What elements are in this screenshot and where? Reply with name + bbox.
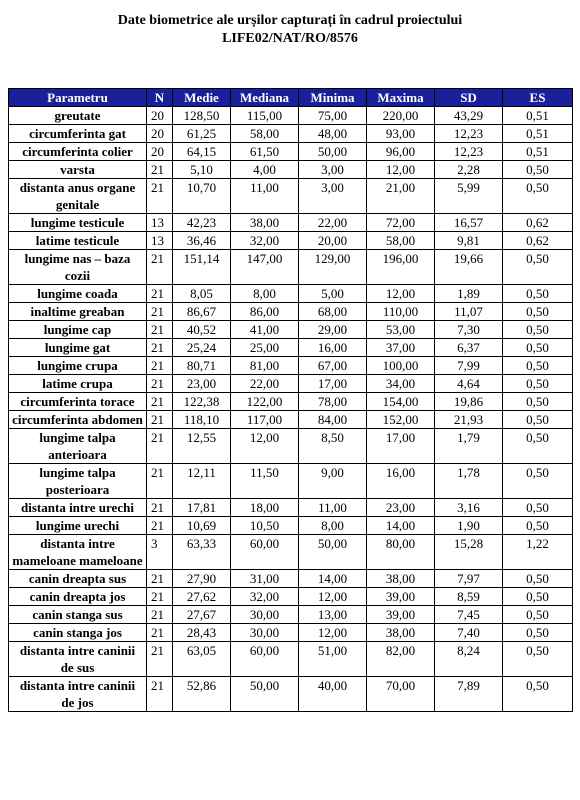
cell-n: 21 — [147, 179, 173, 214]
cell-es: 0,50 — [503, 464, 573, 499]
cell-sd: 12,23 — [435, 125, 503, 143]
cell-medie: 10,69 — [173, 517, 231, 535]
cell-mediana: 30,00 — [231, 624, 299, 642]
header-es: ES — [503, 89, 573, 107]
cell-es: 0,50 — [503, 285, 573, 303]
cell-sd: 5,99 — [435, 179, 503, 214]
cell-medie: 64,15 — [173, 143, 231, 161]
table-row — [9, 411, 573, 429]
cell-maxima: 23,00 — [367, 499, 435, 517]
cell-maxima: 12,00 — [367, 161, 435, 179]
table-row — [9, 677, 573, 712]
cell-maxima: 152,00 — [367, 411, 435, 429]
cell-medie: 17,81 — [173, 499, 231, 517]
cell-medie: 5,10 — [173, 161, 231, 179]
cell-es: 0,50 — [503, 393, 573, 411]
cell-mediana: 22,00 — [231, 375, 299, 393]
cell-maxima: 38,00 — [367, 624, 435, 642]
cell-es: 0,50 — [503, 624, 573, 642]
cell-maxima: 72,00 — [367, 214, 435, 232]
cell-minima: 51,00 — [299, 642, 367, 677]
cell-mediana: 147,00 — [231, 250, 299, 285]
cell-mediana: 115,00 — [231, 107, 299, 125]
cell-mediana: 4,00 — [231, 161, 299, 179]
cell-parametru: canin dreapta sus — [9, 570, 147, 588]
cell-sd: 1,89 — [435, 285, 503, 303]
cell-parametru: lungime urechi — [9, 517, 147, 535]
cell-n: 13 — [147, 232, 173, 250]
cell-maxima: 82,00 — [367, 642, 435, 677]
cell-es: 0,50 — [503, 339, 573, 357]
cell-es: 0,50 — [503, 517, 573, 535]
cell-minima: 14,00 — [299, 570, 367, 588]
cell-n: 20 — [147, 143, 173, 161]
cell-parametru: lungime cap — [9, 321, 147, 339]
cell-medie: 128,50 — [173, 107, 231, 125]
cell-medie: 40,52 — [173, 321, 231, 339]
cell-minima: 50,00 — [299, 143, 367, 161]
cell-es: 0,50 — [503, 303, 573, 321]
header-maxima: Maxima — [367, 89, 435, 107]
cell-es: 0,51 — [503, 107, 573, 125]
cell-n: 21 — [147, 250, 173, 285]
cell-n: 21 — [147, 677, 173, 712]
cell-n: 21 — [147, 499, 173, 517]
cell-parametru: canin stanga sus — [9, 606, 147, 624]
cell-maxima: 58,00 — [367, 232, 435, 250]
cell-n: 20 — [147, 107, 173, 125]
table-row — [9, 517, 573, 535]
cell-maxima: 93,00 — [367, 125, 435, 143]
cell-sd: 7,97 — [435, 570, 503, 588]
cell-minima: 12,00 — [299, 588, 367, 606]
cell-medie: 86,67 — [173, 303, 231, 321]
cell-parametru: circumferinta abdomen — [9, 411, 147, 429]
cell-mediana: 86,00 — [231, 303, 299, 321]
cell-maxima: 39,00 — [367, 588, 435, 606]
cell-medie: 122,38 — [173, 393, 231, 411]
table-row — [9, 303, 573, 321]
cell-mediana: 38,00 — [231, 214, 299, 232]
cell-mediana: 81,00 — [231, 357, 299, 375]
cell-medie: 25,24 — [173, 339, 231, 357]
cell-sd: 8,59 — [435, 588, 503, 606]
cell-sd: 7,30 — [435, 321, 503, 339]
cell-sd: 1,90 — [435, 517, 503, 535]
table-row — [9, 321, 573, 339]
cell-mediana: 60,00 — [231, 642, 299, 677]
cell-es: 0,50 — [503, 321, 573, 339]
cell-n: 21 — [147, 285, 173, 303]
cell-minima: 50,00 — [299, 535, 367, 570]
cell-minima: 84,00 — [299, 411, 367, 429]
cell-mediana: 25,00 — [231, 339, 299, 357]
cell-sd: 16,57 — [435, 214, 503, 232]
cell-medie: 61,25 — [173, 125, 231, 143]
cell-es: 0,50 — [503, 588, 573, 606]
cell-maxima: 100,00 — [367, 357, 435, 375]
cell-parametru: lungime gat — [9, 339, 147, 357]
cell-maxima: 154,00 — [367, 393, 435, 411]
cell-sd: 19,66 — [435, 250, 503, 285]
cell-medie: 151,14 — [173, 250, 231, 285]
header-sd: SD — [435, 89, 503, 107]
cell-minima: 13,00 — [299, 606, 367, 624]
cell-es: 0,50 — [503, 179, 573, 214]
cell-minima: 3,00 — [299, 179, 367, 214]
cell-mediana: 11,00 — [231, 179, 299, 214]
table-row — [9, 143, 573, 161]
header-minima: Minima — [299, 89, 367, 107]
cell-mediana: 32,00 — [231, 588, 299, 606]
table-row — [9, 357, 573, 375]
cell-mediana: 18,00 — [231, 499, 299, 517]
cell-mediana: 61,50 — [231, 143, 299, 161]
cell-minima: 9,00 — [299, 464, 367, 499]
cell-minima: 20,00 — [299, 232, 367, 250]
cell-parametru: circumferinta torace — [9, 393, 147, 411]
cell-parametru: lungime crupa — [9, 357, 147, 375]
header-parametru: Parametru — [9, 89, 147, 107]
cell-n: 21 — [147, 624, 173, 642]
table-row — [9, 214, 573, 232]
cell-maxima: 16,00 — [367, 464, 435, 499]
cell-n: 20 — [147, 125, 173, 143]
cell-medie: 80,71 — [173, 357, 231, 375]
cell-es: 0,50 — [503, 161, 573, 179]
cell-medie: 36,46 — [173, 232, 231, 250]
cell-maxima: 220,00 — [367, 107, 435, 125]
table-row — [9, 588, 573, 606]
table-row — [9, 125, 573, 143]
cell-minima: 11,00 — [299, 499, 367, 517]
cell-es: 0,50 — [503, 411, 573, 429]
cell-maxima: 37,00 — [367, 339, 435, 357]
table-row — [9, 499, 573, 517]
cell-n: 21 — [147, 642, 173, 677]
cell-sd: 7,99 — [435, 357, 503, 375]
cell-parametru: distanta intre mameloane mameloane — [9, 535, 147, 570]
cell-n: 3 — [147, 535, 173, 570]
table-row — [9, 285, 573, 303]
cell-es: 0,50 — [503, 677, 573, 712]
cell-maxima: 39,00 — [367, 606, 435, 624]
cell-minima: 75,00 — [299, 107, 367, 125]
cell-minima: 12,00 — [299, 624, 367, 642]
table-row — [9, 642, 573, 677]
cell-mediana: 32,00 — [231, 232, 299, 250]
cell-parametru: lungime talpa anterioara — [9, 429, 147, 464]
cell-parametru: distanta intre urechi — [9, 499, 147, 517]
cell-n: 21 — [147, 464, 173, 499]
cell-maxima: 196,00 — [367, 250, 435, 285]
cell-n: 21 — [147, 570, 173, 588]
cell-maxima: 17,00 — [367, 429, 435, 464]
cell-minima: 17,00 — [299, 375, 367, 393]
cell-minima: 48,00 — [299, 125, 367, 143]
cell-n: 13 — [147, 214, 173, 232]
cell-minima: 67,00 — [299, 357, 367, 375]
cell-es: 0,51 — [503, 125, 573, 143]
cell-maxima: 14,00 — [367, 517, 435, 535]
cell-parametru: greutate — [9, 107, 147, 125]
cell-parametru: inaltime greaban — [9, 303, 147, 321]
cell-parametru: canin dreapta jos — [9, 588, 147, 606]
cell-sd: 7,89 — [435, 677, 503, 712]
cell-medie: 63,33 — [173, 535, 231, 570]
cell-minima: 8,50 — [299, 429, 367, 464]
header-mediana: Mediana — [231, 89, 299, 107]
cell-es: 0,62 — [503, 232, 573, 250]
cell-n: 21 — [147, 303, 173, 321]
cell-n: 21 — [147, 161, 173, 179]
cell-medie: 28,43 — [173, 624, 231, 642]
cell-parametru: lungime nas – baza cozii — [9, 250, 147, 285]
header-medie: Medie — [173, 89, 231, 107]
cell-minima: 68,00 — [299, 303, 367, 321]
cell-n: 21 — [147, 375, 173, 393]
cell-maxima: 12,00 — [367, 285, 435, 303]
cell-minima: 129,00 — [299, 250, 367, 285]
table-row — [9, 250, 573, 285]
table-header-row — [9, 89, 573, 107]
cell-mediana: 122,00 — [231, 393, 299, 411]
cell-parametru: distanta anus organe genitale — [9, 179, 147, 214]
cell-mediana: 60,00 — [231, 535, 299, 570]
table-row — [9, 464, 573, 499]
cell-mediana: 12,00 — [231, 429, 299, 464]
cell-parametru: latime testicule — [9, 232, 147, 250]
cell-minima: 78,00 — [299, 393, 367, 411]
cell-parametru: lungime coada — [9, 285, 147, 303]
cell-parametru: circumferinta colier — [9, 143, 147, 161]
cell-sd: 4,64 — [435, 375, 503, 393]
cell-mediana: 50,00 — [231, 677, 299, 712]
cell-n: 21 — [147, 339, 173, 357]
cell-medie: 12,11 — [173, 464, 231, 499]
cell-sd: 11,07 — [435, 303, 503, 321]
cell-es: 0,50 — [503, 429, 573, 464]
cell-n: 21 — [147, 393, 173, 411]
cell-n: 21 — [147, 588, 173, 606]
header-n: N — [147, 89, 173, 107]
cell-es: 0,50 — [503, 250, 573, 285]
cell-medie: 12,55 — [173, 429, 231, 464]
cell-minima: 40,00 — [299, 677, 367, 712]
cell-parametru: lungime testicule — [9, 214, 147, 232]
table-row — [9, 535, 573, 570]
cell-sd: 8,24 — [435, 642, 503, 677]
cell-es: 0,62 — [503, 214, 573, 232]
cell-sd: 1,79 — [435, 429, 503, 464]
cell-minima: 8,00 — [299, 517, 367, 535]
cell-es: 0,50 — [503, 606, 573, 624]
cell-maxima: 110,00 — [367, 303, 435, 321]
cell-sd: 7,40 — [435, 624, 503, 642]
cell-minima: 22,00 — [299, 214, 367, 232]
cell-maxima: 21,00 — [367, 179, 435, 214]
table-row — [9, 375, 573, 393]
table-row — [9, 232, 573, 250]
cell-medie: 63,05 — [173, 642, 231, 677]
cell-es: 0,50 — [503, 570, 573, 588]
cell-sd: 12,23 — [435, 143, 503, 161]
cell-minima: 3,00 — [299, 161, 367, 179]
cell-es: 0,50 — [503, 357, 573, 375]
cell-n: 21 — [147, 321, 173, 339]
cell-medie: 8,05 — [173, 285, 231, 303]
cell-medie: 118,10 — [173, 411, 231, 429]
cell-medie: 27,90 — [173, 570, 231, 588]
cell-parametru: distanta intre caninii de sus — [9, 642, 147, 677]
table-body — [9, 107, 573, 712]
cell-sd: 21,93 — [435, 411, 503, 429]
cell-medie: 23,00 — [173, 375, 231, 393]
table-row — [9, 429, 573, 464]
table-row — [9, 570, 573, 588]
cell-sd: 43,29 — [435, 107, 503, 125]
cell-maxima: 96,00 — [367, 143, 435, 161]
cell-es: 0,50 — [503, 642, 573, 677]
cell-sd: 1,78 — [435, 464, 503, 499]
cell-medie: 27,67 — [173, 606, 231, 624]
cell-maxima: 70,00 — [367, 677, 435, 712]
cell-sd: 19,86 — [435, 393, 503, 411]
cell-minima: 29,00 — [299, 321, 367, 339]
cell-mediana: 8,00 — [231, 285, 299, 303]
cell-n: 21 — [147, 357, 173, 375]
cell-n: 21 — [147, 517, 173, 535]
cell-maxima: 38,00 — [367, 570, 435, 588]
table-row — [9, 606, 573, 624]
cell-medie: 42,23 — [173, 214, 231, 232]
cell-medie: 10,70 — [173, 179, 231, 214]
document-title — [0, 12, 580, 48]
cell-n: 21 — [147, 606, 173, 624]
cell-sd: 6,37 — [435, 339, 503, 357]
table-row — [9, 179, 573, 214]
table-row — [9, 161, 573, 179]
cell-parametru: canin stanga jos — [9, 624, 147, 642]
cell-parametru: distanta intre caninii de jos — [9, 677, 147, 712]
table-row — [9, 107, 573, 125]
table-row — [9, 624, 573, 642]
cell-parametru: varsta — [9, 161, 147, 179]
cell-parametru: lungime talpa posterioara — [9, 464, 147, 499]
cell-medie: 52,86 — [173, 677, 231, 712]
cell-mediana: 11,50 — [231, 464, 299, 499]
cell-parametru: latime crupa — [9, 375, 147, 393]
title-line-2: LIFE02/NAT/RO/8576 — [222, 31, 358, 46]
cell-es: 0,51 — [503, 143, 573, 161]
cell-mediana: 41,00 — [231, 321, 299, 339]
table-row — [9, 339, 573, 357]
cell-n: 21 — [147, 411, 173, 429]
cell-parametru: circumferinta gat — [9, 125, 147, 143]
cell-mediana: 10,50 — [231, 517, 299, 535]
cell-mediana: 30,00 — [231, 606, 299, 624]
biometric-table — [8, 88, 573, 712]
cell-mediana: 58,00 — [231, 125, 299, 143]
cell-mediana: 31,00 — [231, 570, 299, 588]
cell-sd: 7,45 — [435, 606, 503, 624]
cell-es: 0,50 — [503, 375, 573, 393]
cell-minima: 5,00 — [299, 285, 367, 303]
cell-sd: 9,81 — [435, 232, 503, 250]
table-row — [9, 393, 573, 411]
cell-maxima: 34,00 — [367, 375, 435, 393]
cell-maxima: 53,00 — [367, 321, 435, 339]
cell-sd: 2,28 — [435, 161, 503, 179]
cell-medie: 27,62 — [173, 588, 231, 606]
cell-sd: 15,28 — [435, 535, 503, 570]
title-line-1: Date biometrice ale urșilor capturați în cadrul proiectului — [117, 13, 463, 28]
cell-maxima: 80,00 — [367, 535, 435, 570]
cell-es: 1,22 — [503, 535, 573, 570]
cell-sd: 3,16 — [435, 499, 503, 517]
cell-minima: 16,00 — [299, 339, 367, 357]
cell-n: 21 — [147, 429, 173, 464]
cell-es: 0,50 — [503, 499, 573, 517]
cell-mediana: 117,00 — [231, 411, 299, 429]
